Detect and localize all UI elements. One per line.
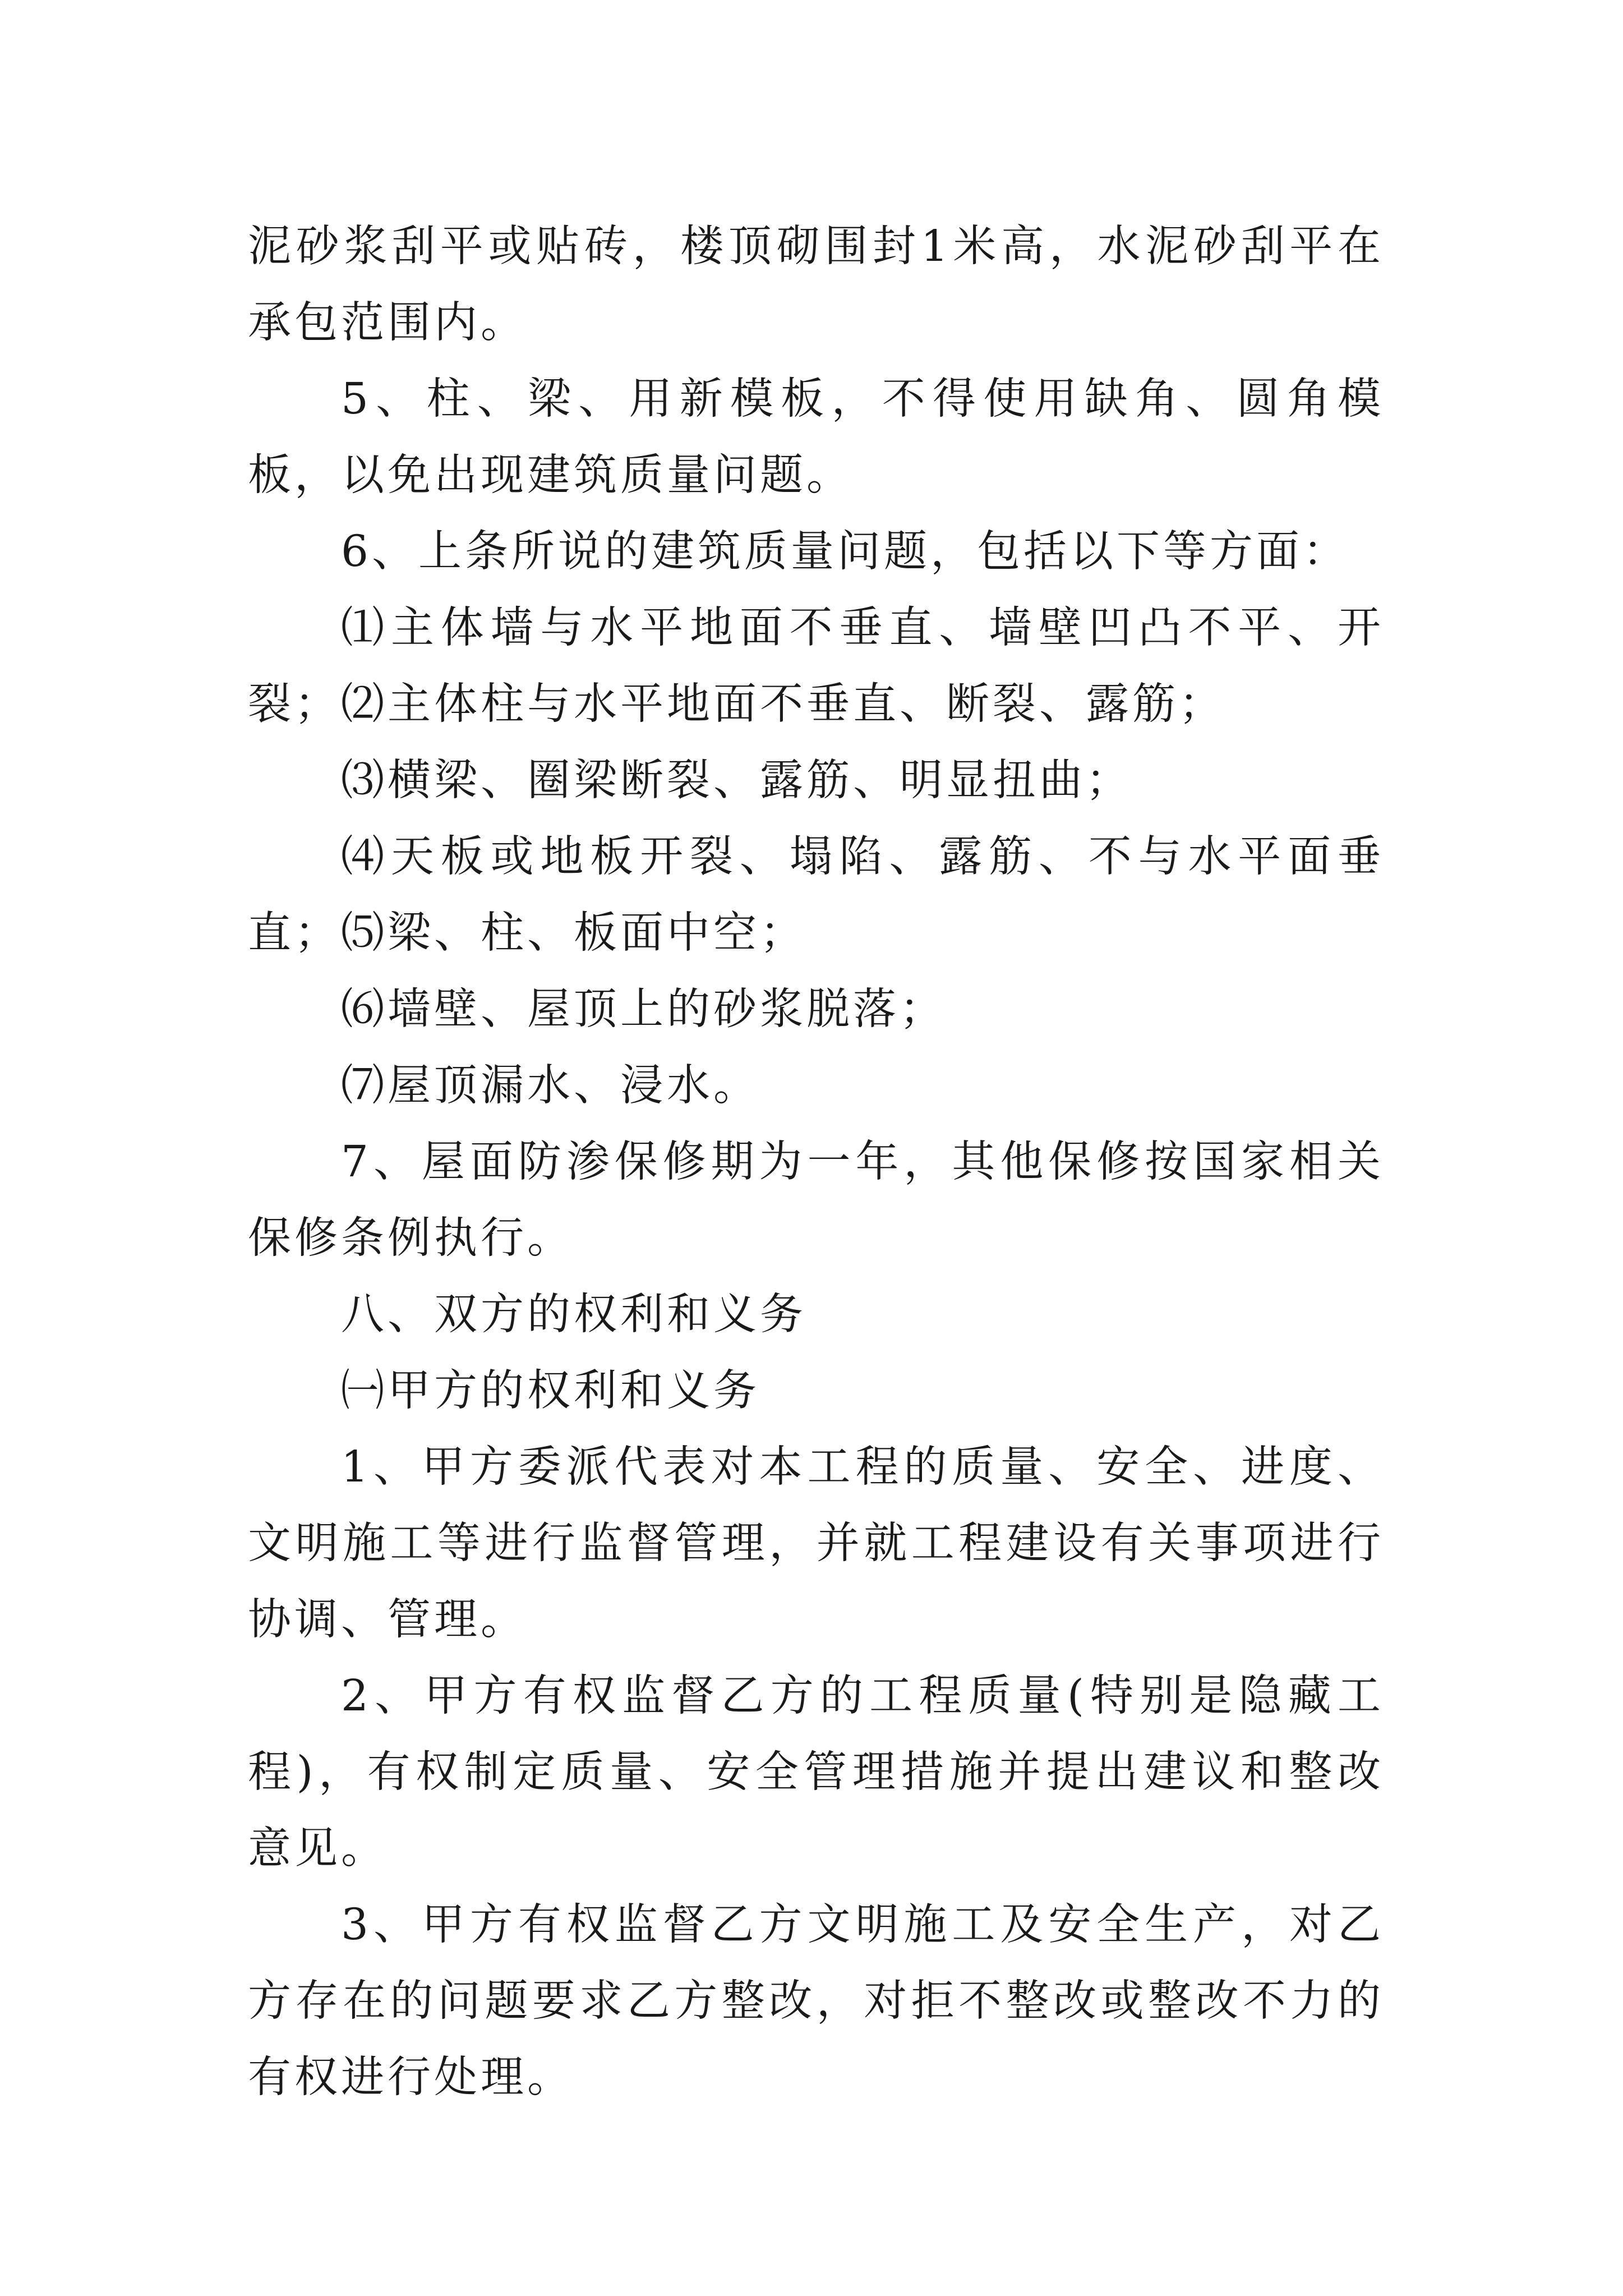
paragraph: ⑺屋顶漏水、浸水。 xyxy=(341,1061,760,1111)
subsection-heading: ㈠甲方的权利和义务 xyxy=(341,1366,760,1416)
section-heading: 八、双方的权利和义务 xyxy=(341,1290,806,1340)
paragraph: 泥砂浆刮平或贴砖，楼顶砌围封1米高，水泥砂刮平在承包范围内。 xyxy=(248,222,1384,348)
paragraph: 6、上条所说的建筑质量问题，包括以下等方面： xyxy=(341,527,1349,577)
paragraph: ⑴主体墙与水平地面不垂直、墙壁凹凸不平、开裂；⑵主体柱与水平地面不垂直、断裂、露筋； xyxy=(248,603,1384,729)
paragraph: ⑹墙壁、屋顶上的砂浆脱落； xyxy=(341,984,946,1034)
paragraph: 2、甲方有权监督乙方的工程质量(特别是隐藏工程)，有权制定质量、安全管理措施并提出建议和整改意见。 xyxy=(248,1671,1384,1874)
paragraph: ⑶横梁、圈梁断裂、露筋、明显扭曲； xyxy=(341,756,1132,806)
paragraph: 1、甲方委派代表对本工程的质量、安全、进度、文明施工等进行监督管理，并就工程建设有关事项进行协调、管理。 xyxy=(248,1442,1384,1645)
document-body xyxy=(248,209,1384,2116)
paragraph: 7、屋面防渗保修期为一年，其他保修按国家相关保修条例执行。 xyxy=(248,1137,1384,1263)
paragraph: 3、甲方有权监督乙方文明施工及安全生产，对乙方存在的问题要求乙方整改，对拒不整改或整改不力的有权进行处理。 xyxy=(248,1900,1384,2102)
paragraph: ⑷天板或地板开裂、塌陷、露筋、不与水平面垂直；⑸梁、柱、板面中空； xyxy=(248,832,1384,958)
paragraph: 5、柱、梁、用新模板，不得使用缺角、圆角模板，以免出现建筑质量问题。 xyxy=(248,374,1384,500)
